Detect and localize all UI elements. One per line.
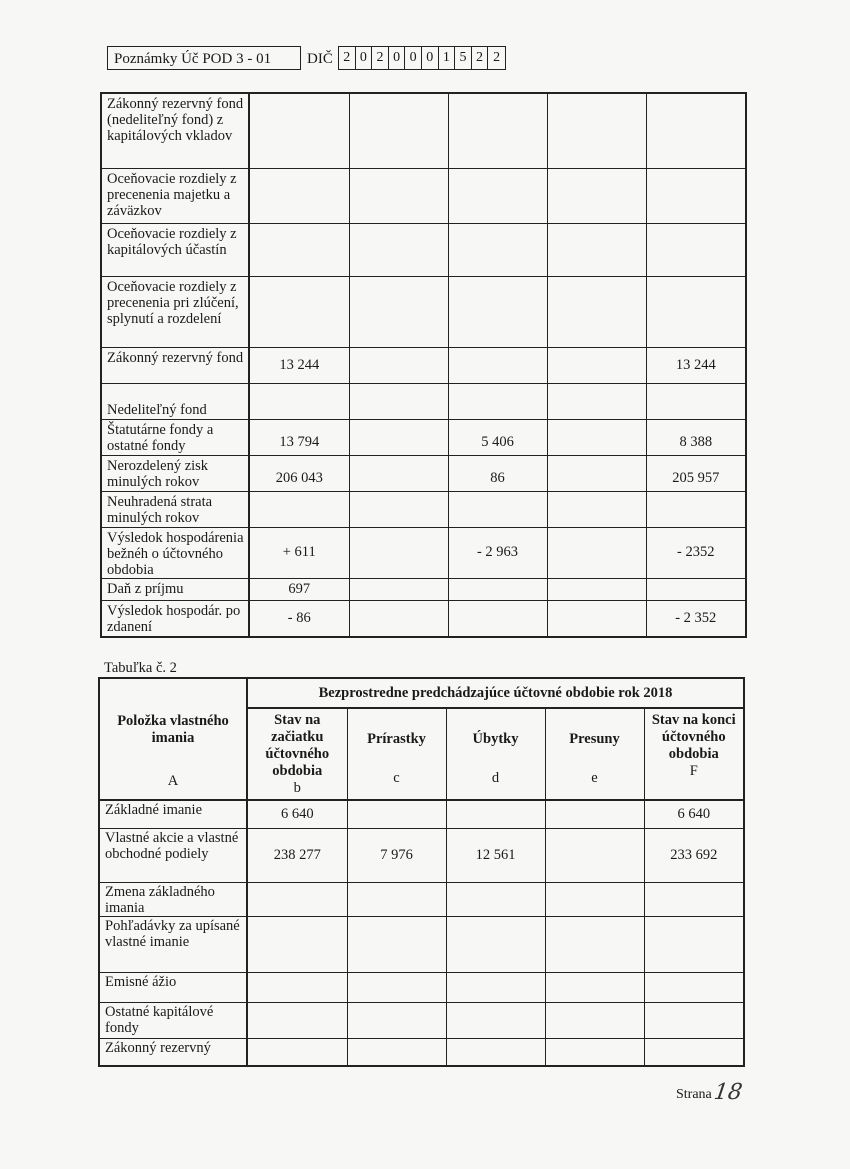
table-row — [99, 1038, 744, 1066]
table-row — [101, 383, 746, 419]
period-header: Bezprostredne predchádzajúce účtovné obdobie rok 2018 — [247, 678, 744, 708]
cell-f — [644, 972, 744, 1002]
cell-c — [349, 347, 448, 383]
cell-d — [448, 223, 547, 276]
cell-e — [547, 578, 646, 600]
cell-c — [349, 455, 448, 491]
cell-e — [547, 168, 646, 223]
row-label: Zákonný rezervný — [99, 1038, 247, 1066]
cell-c — [349, 168, 448, 223]
row-label: Oceňovacie rozdiely z precenenia pri zlúčení, splynutí a rozdelení — [101, 276, 249, 347]
row-label: Daň z príjmu — [101, 578, 249, 600]
cell-f — [644, 1038, 744, 1066]
cell-d — [448, 383, 547, 419]
cell-e — [545, 1038, 644, 1066]
cell-e — [545, 916, 644, 972]
cell-c — [347, 882, 446, 916]
column-letter: A — [167, 773, 179, 789]
cell-d — [448, 168, 547, 223]
cell-f — [646, 578, 746, 600]
cell-f: 8 388 — [646, 419, 746, 455]
cell-d: 12 561 — [446, 828, 545, 882]
cell-f: 6 640 — [644, 800, 744, 828]
cell-c — [347, 800, 446, 828]
cell-e — [545, 828, 644, 882]
row-label: Ostatné kapitálové fondy — [99, 1002, 247, 1038]
cell-b — [249, 276, 349, 347]
cell-c — [349, 578, 448, 600]
table-row — [101, 491, 746, 527]
cell-e — [547, 600, 646, 637]
cell-e — [547, 419, 646, 455]
dic-digit: 2 — [339, 47, 356, 69]
row-label: Nerozdelený zisk minulých rokov — [101, 455, 249, 491]
column-letter: b — [293, 780, 301, 796]
cell-d — [446, 1002, 545, 1038]
row-label: Zmena základného imania — [99, 882, 247, 916]
row-label: Výsledok hospodárenia bežnéh o účtovného obdobia — [101, 527, 249, 578]
cell-c — [349, 491, 448, 527]
cell-c — [347, 916, 446, 972]
cell-b: 697 — [249, 578, 349, 600]
cell-e — [547, 276, 646, 347]
cell-c — [349, 600, 448, 637]
cell-c — [349, 223, 448, 276]
cell-e — [547, 223, 646, 276]
row-label: Základné imanie — [99, 800, 247, 828]
form-label: Poznámky Úč POD 3 - 01 — [107, 46, 301, 70]
cell-d — [446, 972, 545, 1002]
table-row — [101, 419, 746, 455]
row-label: Oceňovacie rozdiely z precenenia majetku a záväzkov — [101, 168, 249, 223]
cell-f — [646, 276, 746, 347]
column-header-transfers: Presuny e — [545, 708, 644, 800]
dic-digit: 2 — [493, 50, 501, 65]
cell-d — [448, 276, 547, 347]
cell-c — [347, 972, 446, 1002]
equity-table-previous — [98, 677, 745, 1067]
dic-digit: 0 — [405, 47, 422, 69]
dic-digit: 0 — [389, 47, 406, 69]
row-label: Nedeliteľný fond — [101, 383, 249, 419]
column-header-item: Položka vlastného imania A — [99, 678, 247, 800]
cell-b — [249, 93, 349, 168]
table-row — [101, 93, 746, 168]
table2-caption: Tabuľka č. 2 — [104, 660, 177, 676]
dic-digit: 1 — [439, 47, 456, 69]
column-header-end: Stav na konci účtovného obdobia F — [644, 708, 744, 800]
cell-d: 5 406 — [448, 419, 547, 455]
cell-b: 13 794 — [249, 419, 349, 455]
equity-table-current — [100, 92, 747, 638]
cell-f: 13 244 — [646, 347, 746, 383]
cell-c — [349, 93, 448, 168]
row-label: Zákonný rezervný fond (nedeliteľný fond) z kapitálových vkladov — [101, 93, 249, 168]
cell-c — [347, 1038, 446, 1066]
dic-digit: 0 — [356, 47, 373, 69]
cell-f — [646, 491, 746, 527]
cell-f: - 2352 — [646, 527, 746, 578]
row-label: Pohľadávky za upísané vlastné imanie — [99, 916, 247, 972]
cell-e — [545, 1002, 644, 1038]
cell-c — [349, 276, 448, 347]
cell-b — [249, 223, 349, 276]
cell-f: 205 957 — [646, 455, 746, 491]
table-row — [99, 916, 744, 972]
dic-digit: 2 — [372, 47, 389, 69]
cell-b — [249, 383, 349, 419]
cell-d — [448, 600, 547, 637]
table-row — [101, 527, 746, 578]
page-number: 18 — [712, 1080, 744, 1105]
cell-e — [547, 347, 646, 383]
cell-d — [448, 491, 547, 527]
cell-c — [349, 527, 448, 578]
cell-b: 206 043 — [249, 455, 349, 491]
cell-d — [448, 93, 547, 168]
table-row — [101, 347, 746, 383]
cell-f — [646, 93, 746, 168]
column-header-decrease: Úbytky d — [446, 708, 545, 800]
cell-f: 233 692 — [644, 828, 744, 882]
column-letter: c — [393, 770, 400, 786]
cell-b — [247, 972, 347, 1002]
cell-c: 7 976 — [347, 828, 446, 882]
column-letter: F — [689, 763, 698, 779]
dic-digit-boxes — [338, 46, 506, 70]
cell-f — [646, 223, 746, 276]
row-label: Výsledok hospodár. po zdanení — [101, 600, 249, 637]
cell-c — [349, 383, 448, 419]
table-row — [99, 882, 744, 916]
cell-f — [644, 1002, 744, 1038]
cell-b — [247, 916, 347, 972]
cell-e — [547, 491, 646, 527]
table-row — [101, 276, 746, 347]
row-label: Štatutárne fondy a ostatné fondy — [101, 419, 249, 455]
table-row — [101, 578, 746, 600]
cell-c — [349, 419, 448, 455]
cell-b — [247, 882, 347, 916]
cell-d — [446, 1038, 545, 1066]
table-row — [99, 972, 744, 1002]
cell-e — [545, 972, 644, 1002]
dic-digit: 5 — [455, 47, 472, 69]
cell-f — [646, 168, 746, 223]
cell-f — [646, 383, 746, 419]
cell-b — [247, 1002, 347, 1038]
column-letter: e — [591, 770, 598, 786]
cell-d — [448, 347, 547, 383]
cell-e — [547, 527, 646, 578]
cell-d: 86 — [448, 455, 547, 491]
table-row — [99, 800, 744, 828]
cell-b: - 86 — [249, 600, 349, 637]
dic-digit: 0 — [422, 47, 439, 69]
dic-label: DIČ — [307, 51, 333, 67]
row-label: Neuhradená strata minulých rokov — [101, 491, 249, 527]
cell-d: - 2 963 — [448, 527, 547, 578]
table-row — [99, 828, 744, 882]
cell-f: - 2 352 — [646, 600, 746, 637]
cell-b: 6 640 — [247, 800, 347, 828]
table-row — [99, 1002, 744, 1038]
cell-b — [249, 168, 349, 223]
cell-f — [644, 916, 744, 972]
column-header-start: Stav na začiatku účtovného obdobia b — [247, 708, 347, 800]
cell-e — [547, 383, 646, 419]
row-label: Oceňovacie rozdiely z kapitálových účastín — [101, 223, 249, 276]
row-label: Vlastné akcie a vlastné obchodné podiely — [99, 828, 247, 882]
cell-e — [545, 800, 644, 828]
row-label: Zákonný rezervný fond — [101, 347, 249, 383]
cell-d — [446, 916, 545, 972]
table-row — [101, 600, 746, 637]
cell-d — [446, 800, 545, 828]
dic-digit: 2 — [472, 47, 489, 69]
cell-e — [545, 882, 644, 916]
table-row — [101, 168, 746, 223]
cell-b: 13 244 — [249, 347, 349, 383]
cell-b: 238 277 — [247, 828, 347, 882]
cell-e — [547, 93, 646, 168]
row-label: Emisné ážio — [99, 972, 247, 1002]
cell-b — [249, 491, 349, 527]
cell-b — [247, 1038, 347, 1066]
cell-d — [446, 882, 545, 916]
cell-e — [547, 455, 646, 491]
table-row — [101, 223, 746, 276]
cell-d — [448, 578, 547, 600]
table-row — [101, 455, 746, 491]
column-letter: d — [491, 770, 500, 786]
cell-b: + 611 — [249, 527, 349, 578]
column-header-increase: Prírastky c — [347, 708, 446, 800]
page-label: Strana — [676, 1087, 712, 1102]
cell-c — [347, 1002, 446, 1038]
cell-f — [644, 882, 744, 916]
